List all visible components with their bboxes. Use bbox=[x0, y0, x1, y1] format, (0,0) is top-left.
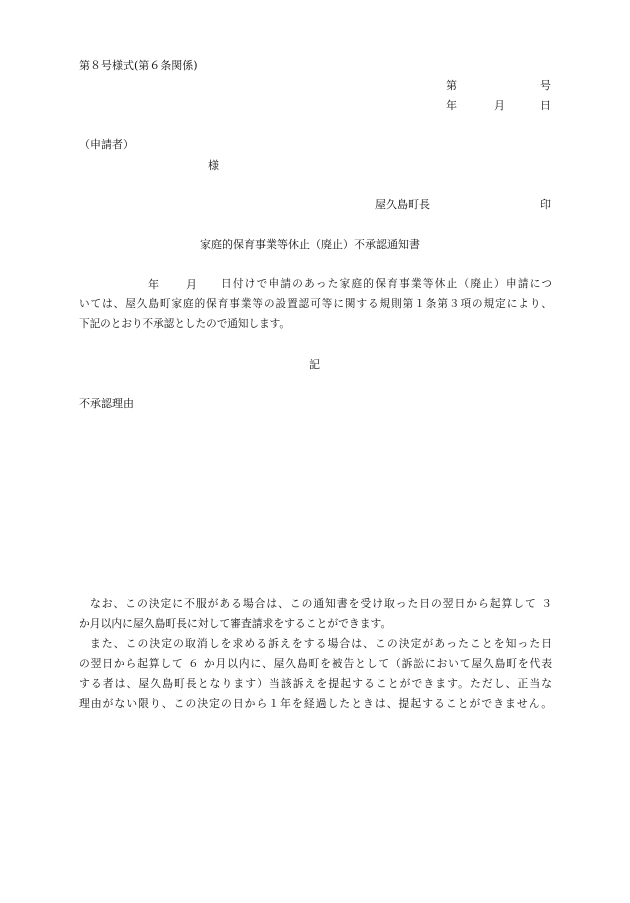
date-month: 月 bbox=[494, 99, 505, 112]
notice-paragraph-2-line-2: の翌日から起算して ６ か月以内に、屋久島町を被告として（訴訟において屋久島町を代表 bbox=[79, 657, 552, 670]
notice-paragraph-2-line-4: 理由がない限り、この決定の日から１年を経過したときは、提起することができません。 bbox=[79, 697, 552, 710]
date-year: 年 bbox=[446, 99, 457, 112]
document-title: 家庭的保育事業等休止（廃止）不承認通知書 bbox=[200, 238, 420, 251]
ki-heading: 記 bbox=[309, 358, 320, 371]
date-day: 日 bbox=[540, 99, 551, 112]
rejection-reason-label: 不承認理由 bbox=[79, 397, 134, 410]
notice-paragraph-1-line-2: か月以内に屋久島町長に対して審査請求をすることができます。 bbox=[79, 617, 392, 630]
body-date-year: 年 bbox=[148, 278, 159, 291]
body-line-1: 日付けで申請のあった家庭的保育事業等休止（廃止）申請につ bbox=[221, 278, 552, 290]
notice-paragraph-2-line-3: する者は、屋久島町長となります）当該訴えを提起することができます。ただし、正当な bbox=[79, 677, 552, 690]
notice-paragraph-2-line-1: また、この決定の取消しを求める訴えをする場合は、この決定があったことを知った日 bbox=[90, 637, 552, 650]
body-line-2: いては、屋久島町家庭的保育事業等の設置認可等に関する規則第１条第３項の規定により、 bbox=[79, 298, 552, 310]
applicant-label: （申請者） bbox=[79, 138, 134, 151]
applicant-honorific: 様 bbox=[208, 159, 219, 172]
issuer-seal: 印 bbox=[540, 198, 551, 211]
document-number-prefix: 第 bbox=[446, 79, 457, 92]
document-number-suffix: 号 bbox=[540, 79, 551, 92]
issuer-name: 屋久島町長 bbox=[375, 198, 430, 211]
notice-paragraph-1-line-1: なお、この決定に不服がある場合は、この通知書を受け取った日の翌日から起算して ３ bbox=[90, 597, 552, 610]
body-line-3: 下記のとおり不承認としたので通知します。 bbox=[79, 318, 291, 330]
body-date-month: 月 bbox=[186, 278, 197, 291]
form-label: 第８号様式(第６条関係) bbox=[79, 59, 198, 72]
